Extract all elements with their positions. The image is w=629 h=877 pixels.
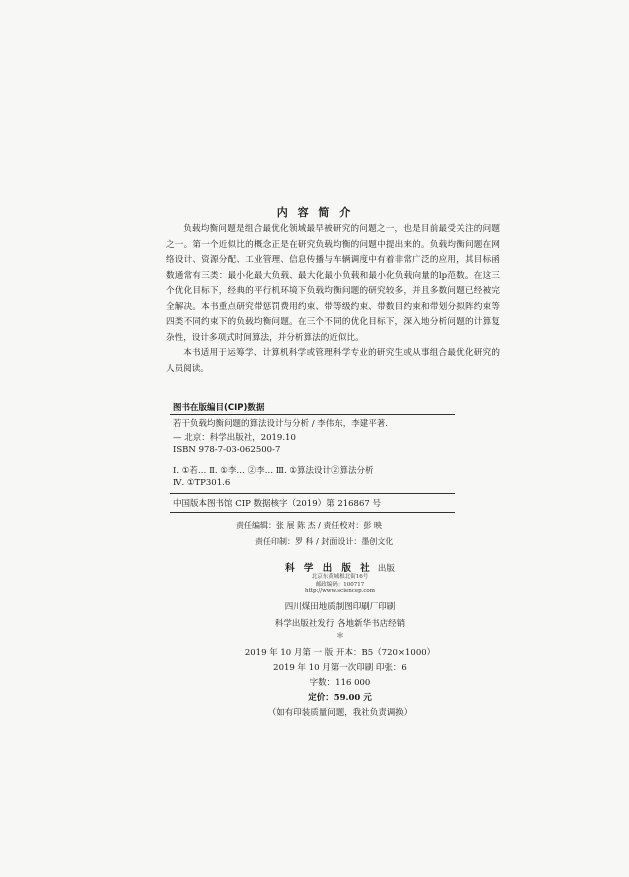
cip-record: 中国版本图书馆 CIP 数据核字（2019）第 216867 号 <box>173 499 381 509</box>
publisher-postcode: 邮政编码：100717 <box>315 582 365 588</box>
cip-middle-rule <box>170 493 455 494</box>
quality-note: （如有印装质量问题，我社负责调换） <box>267 708 413 718</box>
intro-body <box>166 222 500 377</box>
separator-star: ＊ <box>336 631 344 640</box>
printing-line: 2019 年 10 月第一次印刷 印张：6 <box>273 663 407 673</box>
distribution-line: 科学出版社发行 各地新华书店经销 <box>274 619 406 629</box>
price-line: 定价：59.00 元 <box>308 693 372 703</box>
cip-isbn: ISBN 978-7-03-062500-7 <box>173 445 281 455</box>
publisher-name-suffix: 出版 <box>377 564 395 574</box>
publisher-name: 科 学 出 版 社 <box>285 563 373 574</box>
printer-line: 四川煤田地质制图印刷厂印刷 <box>284 602 396 612</box>
publisher-website: http://www.sciencep.com <box>305 588 375 594</box>
credits-line-1: 责任编辑：张 展 陈 杰 / 责任校对：彭 映 <box>236 521 382 530</box>
cip-top-rule <box>170 414 455 415</box>
cip-title-line: 若干负载均衡问题的算法设计与分析 / 李伟东，李建平著. <box>173 419 388 429</box>
intro-paragraph-1: 负载均衡问题是组合最优化领域最早被研究的问题之一，也是目前最受关注的问题之一。第一个近似比的概念正是在研究负载均衡的问题中提出来的。负载均衡问题在网络设计、资源分配、工业管理、信息传播与车辆调度中有着非常广泛的应用，其目标函数通常有三类：最小化最大负载、最大化最小负载和最小化负载向量的lp范数。在这三个优化目标下，经典的平行机环境下负载均衡问题的研究较多，并且多数问题已经被完全解决。本书重点研究带惩罚费用约束、带等级约束、带数目约束和带划分拟阵约束等四类不同约束下的负载均衡问题。在三个不同的优化目标下，深入地分析问题的计算复杂性，设计多项式时间算法，并分析算法的近似比。 <box>166 224 500 343</box>
credits-line-2: 责任印制：罗 科 / 封面设计：墨创文化 <box>255 537 394 546</box>
publisher-address: 北京东黄城根北街16号 <box>311 574 369 580</box>
cip-bottom-rule <box>170 512 455 513</box>
intro-title: 内 容 简 介 <box>276 206 354 219</box>
cip-subject-line-2: Ⅳ. ①TP301.6 <box>173 478 231 488</box>
wordcount-line: 字数：116 000 <box>309 678 371 688</box>
cip-publisher-line: — 北京：科学出版社，2019.10 <box>173 433 296 443</box>
cip-subject-line-1: Ⅰ. ①若… Ⅱ. ①李… ②李… Ⅲ. ①算法设计②算法分析 <box>173 466 374 476</box>
cip-heading: 图书在版编目(CIP)数据 <box>173 403 265 413</box>
edition-line: 2019 年 10 月第 一 版 开本：B5（720×1000） <box>244 648 436 658</box>
intro-paragraph-2: 本书适用于运筹学、计算机科学或管理科学专业的研究生或从事组合最优化研究的人员阅读。 <box>166 348 500 374</box>
